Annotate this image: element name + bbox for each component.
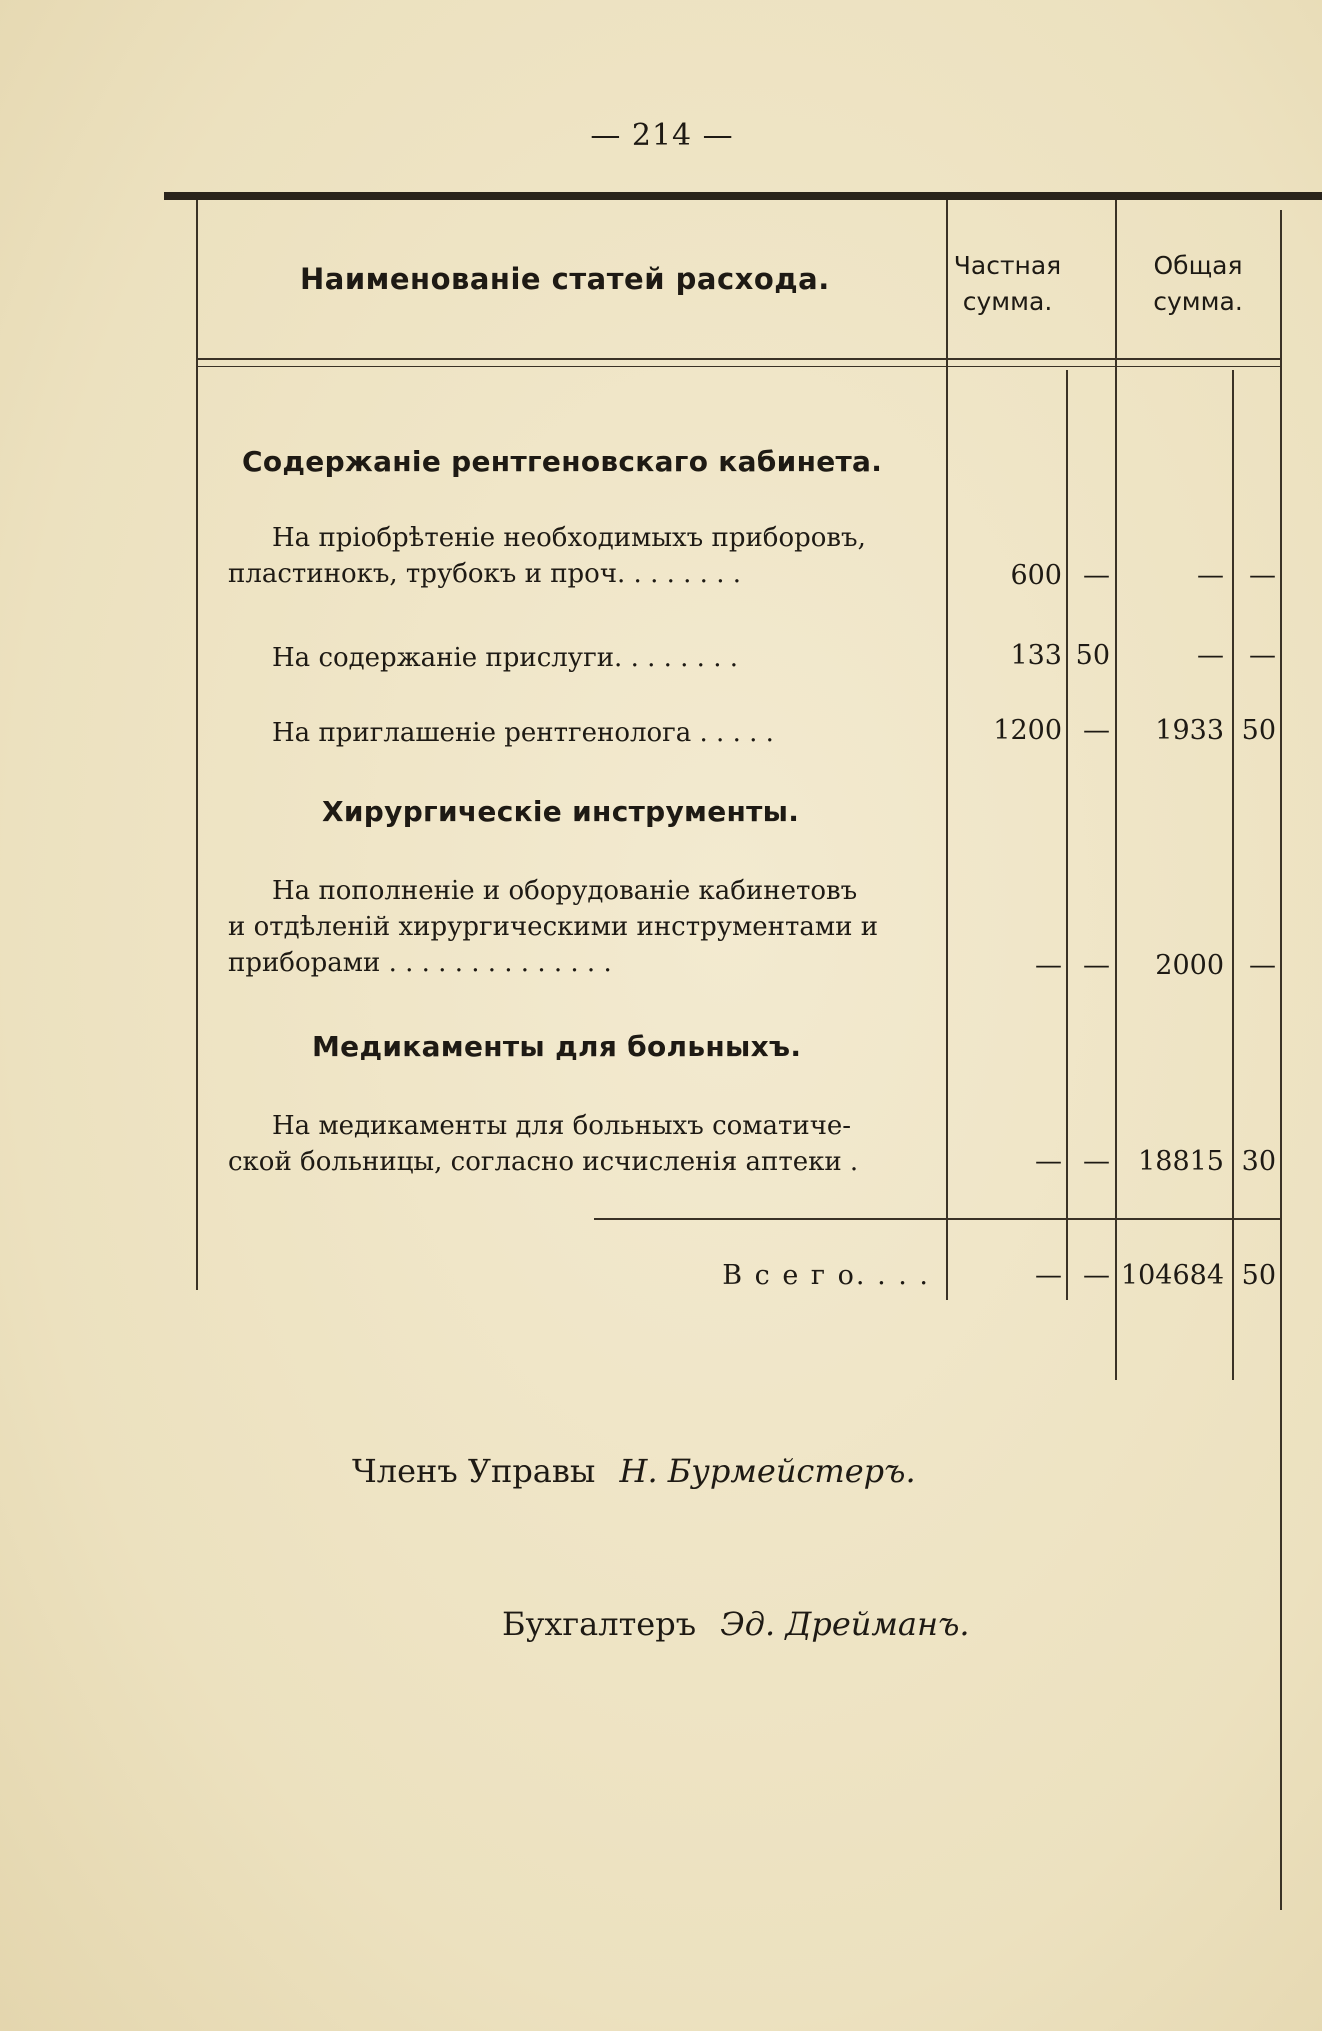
column-header-partial-sum — [950, 248, 1065, 320]
row-line: приборами . . . . . . . . . . . . . . — [228, 948, 612, 978]
total-rub: — — [1197, 560, 1224, 591]
column-header-description: Наименованіе статей расхода. — [300, 262, 830, 296]
table-right-border — [1280, 210, 1282, 1910]
signature-role: Бухгалтеръ — [502, 1605, 697, 1643]
total-rub: 18815 — [1138, 1146, 1224, 1177]
partial-kopek-border — [1066, 370, 1068, 1300]
partial-rub: 1200 — [993, 715, 1062, 746]
total-rub: 1933 — [1155, 715, 1224, 746]
total-label: В с е г о. . . . — [722, 1260, 930, 1291]
total-rub: 2000 — [1155, 950, 1224, 981]
top-rule — [164, 192, 1322, 200]
header-bottom-rule-2 — [196, 366, 1280, 367]
total-rub: — — [1197, 640, 1224, 671]
column-header-total-sum — [1118, 248, 1278, 320]
section-title-xray: Содержаніе рентгеновскаго кабинета. — [242, 445, 883, 478]
row-line: На пополненіе и оборудованіе кабинетовъ — [272, 876, 858, 906]
row-line: На содержаніе прислуги. . . . . . . . — [272, 643, 739, 673]
signature-name: Н. Бурмейстеръ. — [619, 1452, 916, 1490]
partial-kop: — — [1083, 950, 1110, 981]
total-kop: — — [1249, 640, 1276, 671]
grand-total-kop: 50 — [1241, 1260, 1276, 1291]
row-line: На медикаменты для больныхъ соматиче- — [272, 1111, 852, 1141]
signature-accountant — [502, 1605, 970, 1643]
row-line: пластинокъ, трубокъ и проч. . . . . . . . — [228, 559, 741, 589]
header-bottom-rule — [196, 358, 1280, 360]
partial-rub: — — [1035, 1146, 1062, 1177]
partial-kop: — — [1083, 715, 1110, 746]
row-surgical-equipment — [228, 873, 928, 981]
column-header-total-line1: Общая — [1153, 251, 1243, 280]
row-line: ской больницы, согласно исчисленія аптеки . — [228, 1147, 859, 1177]
signature-board-member — [352, 1452, 916, 1490]
total-kopek-border — [1232, 370, 1234, 1380]
partial-column-border — [946, 200, 948, 1300]
row-radiologist — [228, 715, 928, 751]
row-line: На пріобрѣтеніе необходимыхъ приборовъ, — [272, 523, 866, 553]
total-rule — [594, 1218, 1280, 1220]
partial-rub: 600 — [1010, 560, 1062, 591]
total-kop: 50 — [1241, 715, 1276, 746]
row-servants — [228, 640, 928, 676]
grand-partial-rub: — — [1035, 1260, 1062, 1291]
total-kop: — — [1249, 560, 1276, 591]
row-line: На приглашеніе рентгенолога . . . . . — [272, 718, 774, 748]
row-instruments-purchase — [228, 520, 928, 592]
partial-rub: 133 — [1010, 640, 1062, 671]
page-number: — 214 — — [590, 118, 734, 153]
total-column-border — [1115, 200, 1117, 1380]
column-header-partial-line2: сумма. — [962, 287, 1053, 316]
total-kop: 30 — [1241, 1146, 1276, 1177]
total-kop: — — [1249, 950, 1276, 981]
column-header-partial-line1: Частная — [953, 251, 1062, 280]
signature-role: Членъ Управы — [352, 1452, 596, 1490]
section-title-surgical: Хирургическіе инструменты. — [322, 795, 800, 828]
signature-name: Эд. Дрейманъ. — [720, 1605, 970, 1643]
partial-rub: — — [1035, 950, 1062, 981]
partial-kop: — — [1083, 1146, 1110, 1177]
partial-kop: 50 — [1075, 640, 1110, 671]
section-title-medicaments: Медикаменты для больныхъ. — [312, 1030, 802, 1063]
grand-partial-kop: — — [1083, 1260, 1110, 1291]
partial-kop: — — [1083, 560, 1110, 591]
row-line: и отдѣленій хирургическими инструментами и — [228, 912, 879, 942]
grand-total-rub: 104684 — [1120, 1260, 1224, 1291]
table-left-border — [196, 200, 198, 1290]
row-medicaments — [228, 1108, 928, 1180]
column-header-total-line2: сумма. — [1153, 287, 1243, 316]
